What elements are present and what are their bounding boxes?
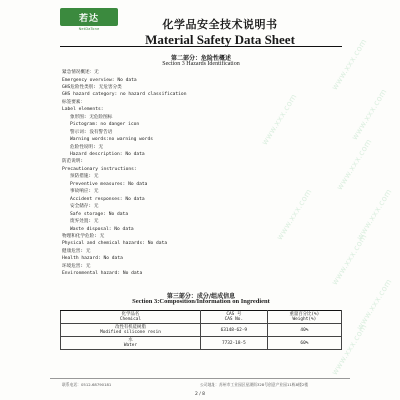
title-divider [60, 46, 342, 47]
section2-line: GHS危险性类别: 无危害分类 [62, 84, 122, 90]
section2-line: 废弃处置: 无 [70, 219, 99, 224]
section2-line: Health hazard: No data [62, 256, 123, 262]
section2-line: 环境危害: 无 [62, 263, 91, 269]
section2-line: 标签要素： [62, 99, 85, 105]
chemical-name-cell: 改性有机硅树脂 Modified silicone resin [61, 324, 201, 337]
footer-phone: 联系电话：0512-68790181 [62, 382, 112, 387]
section2-heading-cn: 第二部分：危险性概述 [170, 55, 231, 62]
watermark: www.xxx.com [259, 92, 299, 147]
document-title-cn: 化学品安全技术说明书 [162, 18, 278, 31]
table-header-cell: 化学品名 Chemical [61, 311, 201, 324]
watermark: www.xxx.com [329, 232, 369, 287]
document-title-en: Material Safety Data Sheet [145, 32, 295, 47]
section2-line: Hazard description: No data [70, 151, 145, 157]
table-header-row [61, 311, 342, 324]
section2-line: 安全储存: 无 [70, 204, 99, 210]
company-logo: 若达 [60, 8, 118, 26]
section2-line: Label elements: [62, 107, 104, 113]
cas-cell: 63148-62-9 [200, 324, 267, 337]
section2-line: GHS hazard category: no hazard classification [62, 92, 187, 98]
table-header-cell: 重量百分比(%) Weight(%) [267, 311, 341, 324]
section2-line: Environmental hazard: No data [62, 271, 143, 277]
section3-heading-en: Section 3:Composition/Information on Ingredient [132, 298, 270, 305]
section2-line: Preventive measures: No data [70, 181, 148, 187]
watermark: www.xxx.com [274, 187, 314, 242]
section2-line: Pictogram: no danger icon [70, 122, 140, 128]
section2-line: Emergency overview: No data [62, 77, 137, 83]
footer-address: 公司地址：苏州市工业园区星湖街328号创意产业园11栋8楼2楼 [200, 382, 309, 387]
weight-cell: 40% [267, 324, 341, 337]
weight-cell: 60% [267, 337, 341, 350]
section2-line: 象形图: 无危险图标 [70, 114, 113, 120]
section2-line: 防范说明: [62, 159, 84, 165]
section2-line: Safe storage: No data [70, 211, 129, 217]
section2-line: Physical and chemical hazards: No data [62, 241, 168, 247]
company-logo-subtitle: NetDaTone [78, 27, 100, 31]
watermark: www.xxx.com [329, 37, 369, 92]
watermark: www.xxx.com [354, 187, 394, 242]
chemical-name-cell: 水 Water [61, 337, 201, 350]
section2-line: 健康危害: 无 [62, 248, 91, 254]
section3-heading-cn: 第三部分：成分/组成信息 [166, 293, 236, 300]
section2-line: Waste disposal: No data [70, 226, 134, 232]
section2-line: Accident responses: No data [70, 196, 145, 202]
section2-line: 危险性说明: 无 [70, 144, 104, 150]
table-row [61, 337, 342, 350]
section2-heading-en: Section 3 Hazards Identification [162, 61, 240, 67]
section2-line: Warning words:no warning words [70, 137, 153, 143]
footer-divider [50, 378, 350, 379]
section2-line: 紧急情况概述：无 [62, 70, 99, 75]
cas-cell: 7732-18-5 [200, 337, 267, 350]
watermark: www.xxx.com [334, 137, 374, 192]
section2-line: 警示词: 没有警告语 [70, 129, 113, 135]
table-row [61, 324, 342, 337]
page-number: 2 / 8 [194, 392, 206, 397]
section2-line: 物理和化学危险: 无 [62, 233, 105, 239]
section2-line: Precautionary instructions: [62, 166, 137, 172]
table-header-cell: CAS 号 CAS No. [200, 311, 267, 324]
watermark: www.xxx.com [349, 87, 389, 142]
watermark: www.xxx.com [354, 277, 394, 332]
section2-line: 预防措施: 无 [70, 174, 99, 180]
watermark: www.xxx.com [329, 322, 369, 377]
composition-table [60, 310, 342, 350]
section2-line: 事故响应: 无 [70, 189, 99, 195]
